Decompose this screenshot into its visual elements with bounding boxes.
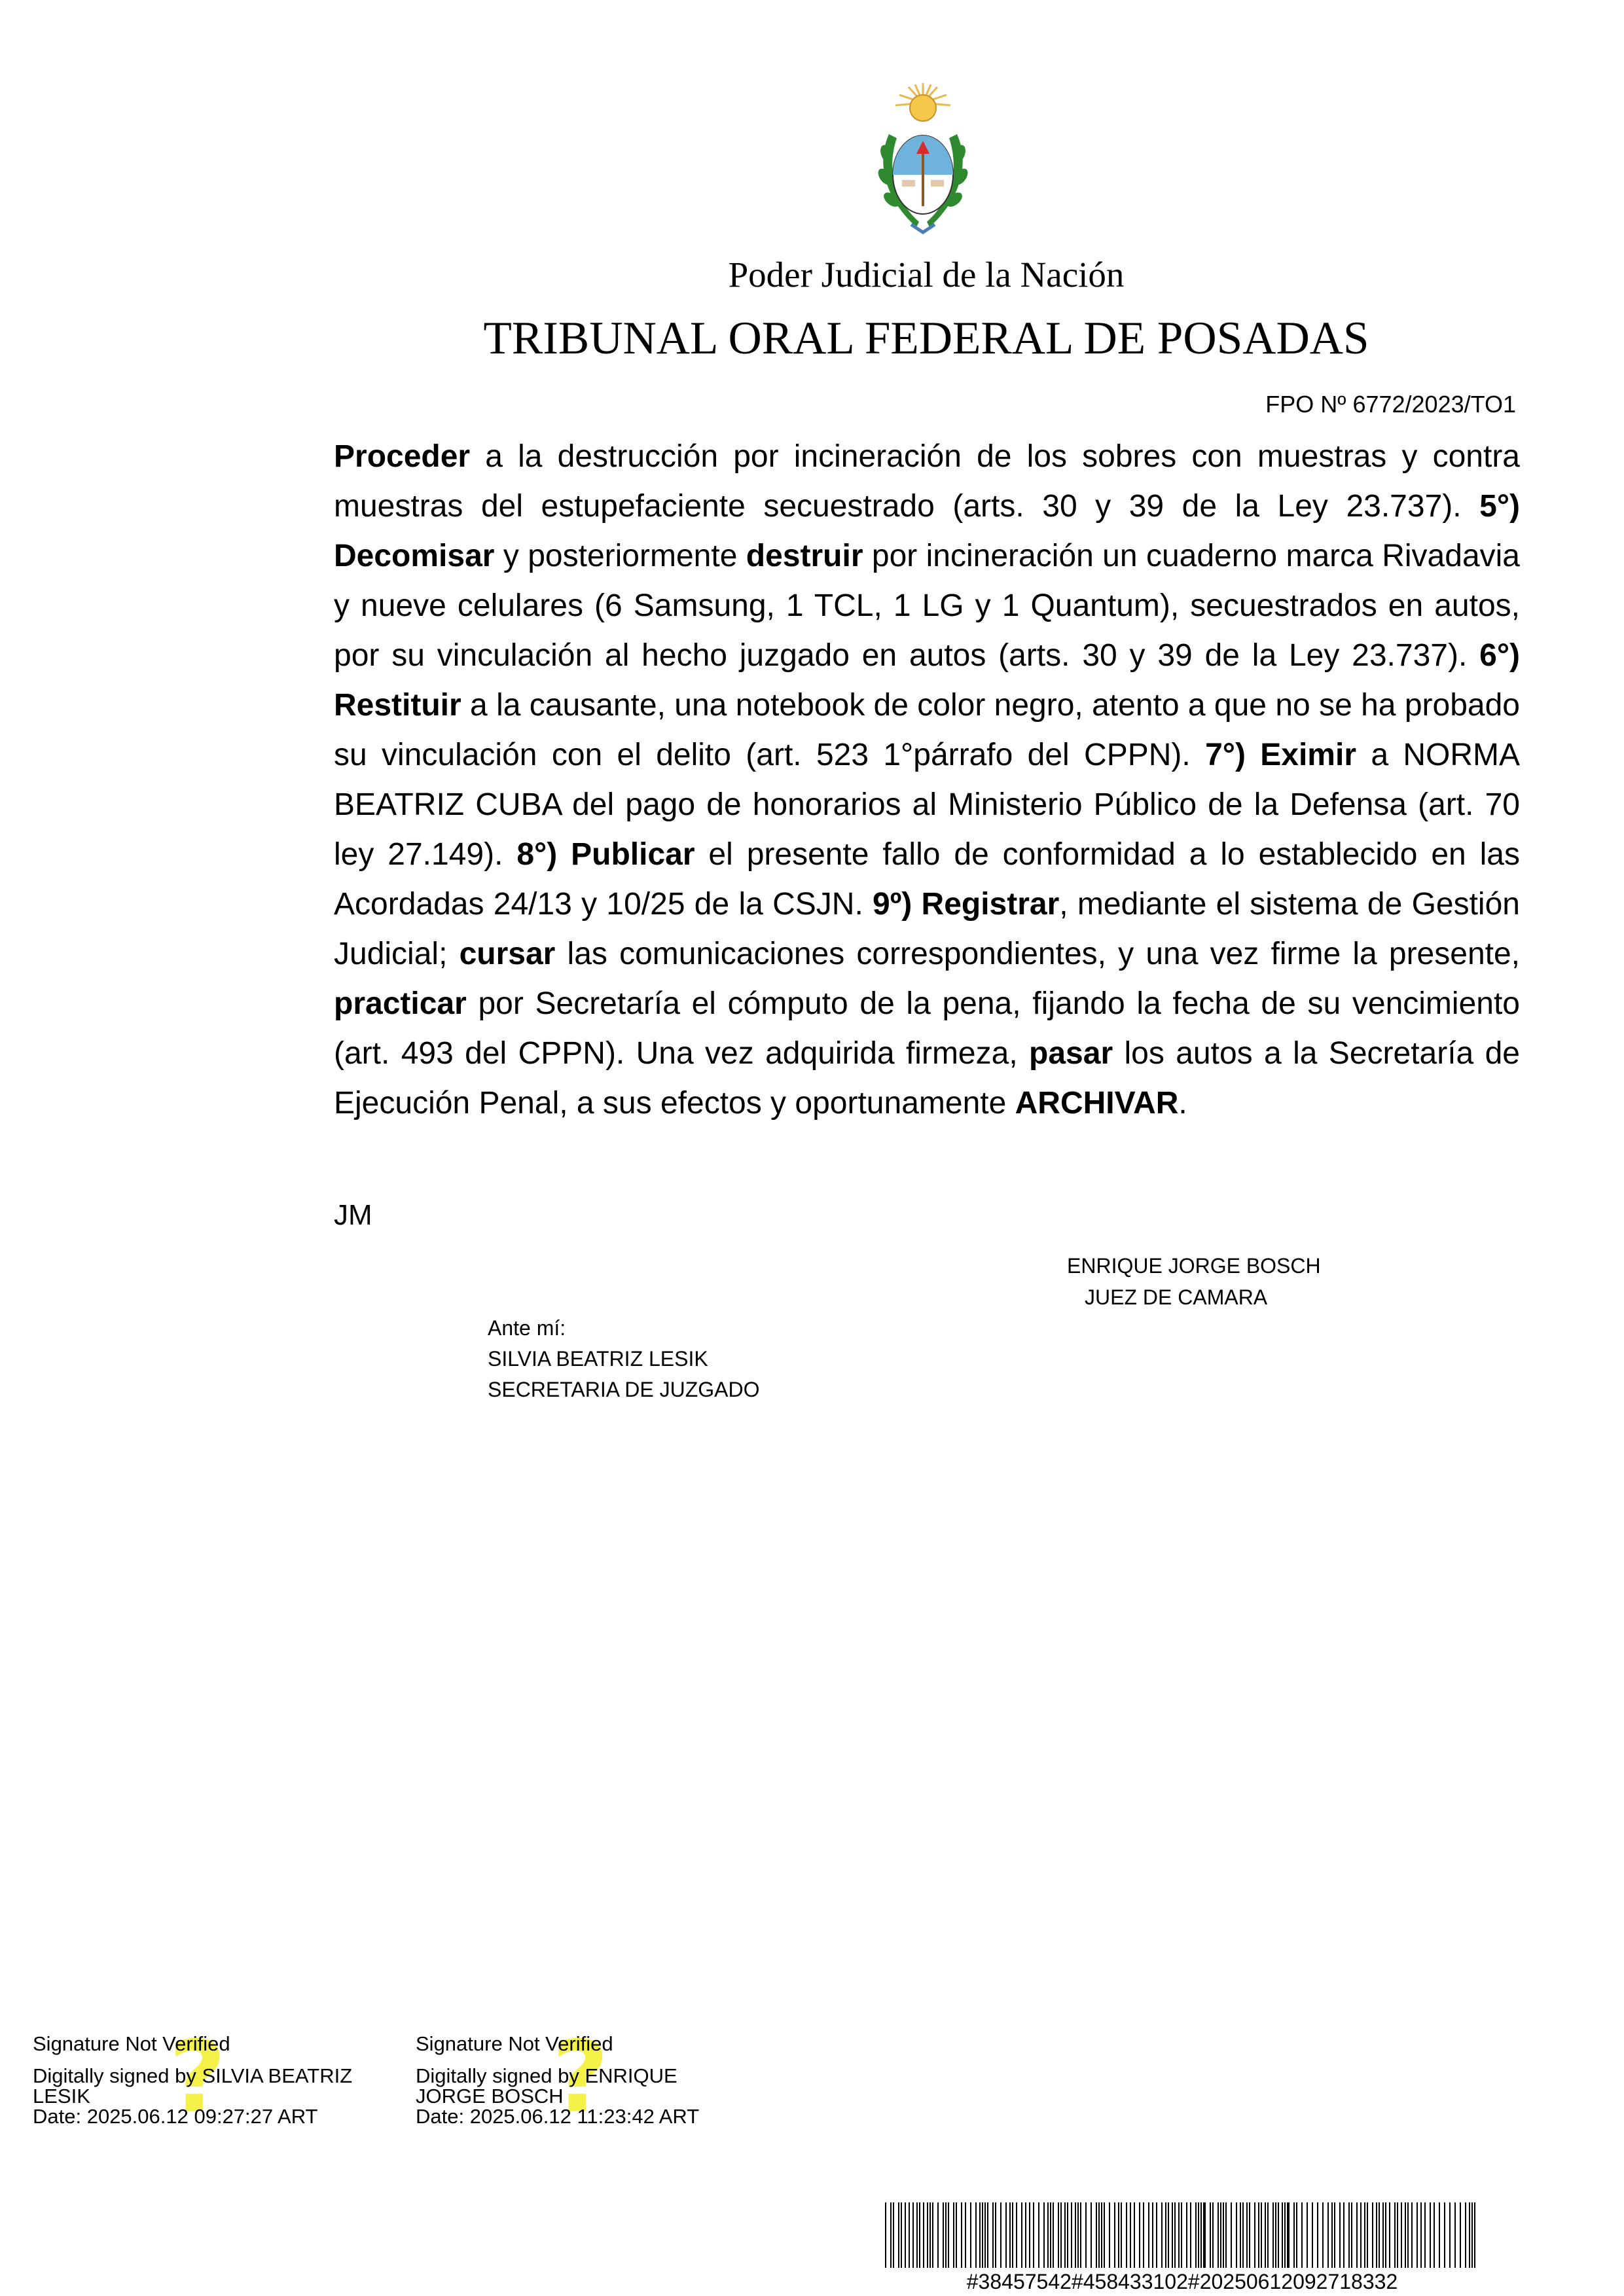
text-run: el presente fallo de conformidad a lo establecido en las Acordadas 24/13 y 10/25 de la CSJN.: [334, 837, 1521, 922]
text-run: las comunicaciones correspondientes, y una vez firme la presente,: [555, 937, 1521, 971]
barcode-bar: [1067, 2202, 1068, 2268]
barcode-bar: [1360, 2202, 1362, 2268]
barcode-bar: [1009, 2202, 1011, 2268]
barcode-bar: [1401, 2202, 1402, 2268]
barcode-bar: [992, 2202, 994, 2268]
case-number: FPO Nº 6772/2023/TO1: [1265, 391, 1516, 418]
barcode-bar: [975, 2202, 977, 2268]
barcode-bar: [1389, 2202, 1390, 2268]
bold-directive: pasar: [1029, 1036, 1113, 1071]
barcode-bar: [1254, 2202, 1255, 2268]
text-run: los autos a la Secretaría de Ejecución Penal, a sus efectos y oportunamente: [334, 1036, 1520, 1121]
barcode-bar: [987, 2202, 988, 2268]
barcode-bar: [1223, 2202, 1224, 2268]
barcode-bar: [929, 2202, 931, 2268]
barcode-bar: [1212, 2202, 1214, 2268]
barcode-bar: [1339, 2202, 1341, 2268]
barcode-bar: [1439, 2202, 1440, 2268]
barcode-bar: [1307, 2202, 1308, 2268]
barcode-bar: [984, 2202, 986, 2268]
barcode-bar: [1152, 2202, 1153, 2268]
barcode-bar: [1312, 2202, 1313, 2268]
text-run: a la destrucción por incineración de los sobres con muestras y contra muestras del estupefaciente secuestrado (arts. 30 y 39 de la Ley 23.737).: [334, 439, 1520, 524]
barcode: [885, 2202, 1479, 2268]
barcode-bar: [1317, 2202, 1318, 2268]
barcode-bar: [1249, 2202, 1250, 2268]
barcode-bar: [893, 2202, 894, 2268]
shield: [893, 135, 953, 214]
barcode-bar: [970, 2202, 971, 2268]
barcode-bar: [1016, 2202, 1017, 2268]
barcode-bar: [1005, 2202, 1007, 2268]
barcode-bar: [1126, 2202, 1127, 2268]
barcode-bar: [1261, 2202, 1262, 2268]
barcode-bar: [905, 2202, 906, 2268]
barcode-bar: [1156, 2202, 1157, 2268]
barcode-bar: [1168, 2202, 1169, 2268]
barcode-bar: [1200, 2202, 1202, 2268]
barcode-bar: [1165, 2202, 1166, 2268]
barcode-bar: [1405, 2202, 1406, 2268]
barcode-bar: [1190, 2202, 1191, 2268]
signature-date: Date: 2025.06.12 11:23:42 ART: [416, 2105, 700, 2128]
bold-directive: 6°) Restituir: [334, 638, 1520, 723]
barcode-bar: [1077, 2202, 1079, 2268]
court-name: TRIBUNAL ORAL FEDERAL DE POSADAS: [483, 313, 1369, 364]
barcode-bar: [1334, 2202, 1335, 2268]
barcode-bar: [937, 2202, 939, 2268]
barcode-bar: [1296, 2202, 1297, 2268]
text-run: a la causante, una notebook de color negro, atento a que no se ha probado su vinculación con el delito (art. 523 1°párrafo del CPPN).: [334, 688, 1520, 772]
bold-directive: 9º) Registrar: [873, 887, 1060, 922]
barcode-bar: [1060, 2202, 1062, 2268]
barcode-bar: [948, 2202, 949, 2268]
barcode-bar: [1416, 2202, 1418, 2268]
barcode-bar: [1379, 2202, 1380, 2268]
bold-directive: 5°) Decomisar: [334, 489, 1520, 573]
barcode-bar: [1278, 2202, 1279, 2268]
barcode-bar: [1397, 2202, 1398, 2268]
barcode-bar: [961, 2202, 962, 2268]
barcode-bar: [1246, 2202, 1248, 2268]
resolution-text: [334, 432, 1520, 1128]
barcode-bar: [1143, 2202, 1144, 2268]
judge-name: ENRIQUE JORGE BOSCH: [1067, 1254, 1321, 1278]
barcode-bar: [1012, 2202, 1013, 2268]
barcode-bar: [1148, 2202, 1149, 2268]
barcode-bar: [1121, 2202, 1122, 2268]
barcode-bar: [1356, 2202, 1358, 2268]
barcode-bar: [1351, 2202, 1352, 2268]
barcode-bar: [1210, 2202, 1211, 2268]
barcode-bar: [953, 2202, 954, 2268]
barcode-bar: [1220, 2202, 1221, 2268]
text-run: por Secretaría el cómputo de la pena, fijando la fecha de su vencimiento (art. 493 del CPPN). Una vez adquirida firmeza,: [334, 986, 1520, 1071]
barcode-bar: [1367, 2202, 1368, 2268]
barcode-bar: [1434, 2202, 1435, 2268]
barcode-bar: [1382, 2202, 1384, 2268]
barcode-bar: [1242, 2202, 1244, 2268]
secretary-block: [488, 1313, 759, 1405]
bold-directive: destruir: [746, 539, 863, 573]
barcode-bar: [898, 2202, 899, 2268]
barcode-bar: [995, 2202, 996, 2268]
coat-of-arms-icon: [871, 82, 975, 236]
barcode-bar: [1053, 2202, 1054, 2268]
barcode-bar: [1203, 2202, 1206, 2268]
barcode-bar: [982, 2202, 983, 2268]
barcode-bar: [1394, 2202, 1396, 2268]
barcode-bar: [1331, 2202, 1333, 2268]
barcode-bar: [1301, 2202, 1303, 2268]
signature-status: Signature Not Verified: [33, 2032, 230, 2055]
barcode-bar: [1043, 2202, 1045, 2268]
barcode-bar: [923, 2202, 924, 2268]
barcode-bar: [1293, 2202, 1295, 2268]
barcode-bar: [945, 2202, 947, 2268]
barcode-bar: [1139, 2202, 1140, 2268]
barcode-bar: [1225, 2202, 1227, 2268]
barcode-bar: [1195, 2202, 1197, 2268]
barcode-bar: [1161, 2202, 1163, 2268]
barcode-bar: [1134, 2202, 1135, 2268]
barcode-bar: [1071, 2202, 1072, 2268]
barcode-bar: [1284, 2202, 1286, 2268]
barcode-bar: [1064, 2202, 1066, 2268]
barcode-bar: [1178, 2202, 1180, 2268]
barcode-bar: [1236, 2202, 1237, 2268]
barcode-bar: [1114, 2202, 1115, 2268]
barcode-bar: [1471, 2202, 1473, 2268]
signature-signer-cont: JORGE BOSCH: [416, 2085, 564, 2108]
unverified-question-icon: ?: [169, 2020, 226, 2134]
barcode-bar: [1021, 2202, 1022, 2268]
text-run: .: [1178, 1086, 1187, 1121]
barcode-bar: [943, 2202, 944, 2268]
barcode-bar: [1474, 2202, 1475, 2268]
barcode-bar: [1385, 2202, 1386, 2268]
barcode-bar: [1075, 2202, 1076, 2268]
barcode-bar: [1465, 2202, 1466, 2268]
text-run: , mediante el sistema de Gestión Judicial;: [334, 887, 1520, 971]
barcode-bar: [1029, 2202, 1030, 2268]
barcode-bar: [1080, 2202, 1081, 2268]
barcode-bar: [1101, 2202, 1102, 2268]
barcode-bar: [1420, 2202, 1422, 2268]
barcode-bar: [1218, 2202, 1219, 2268]
text-run: y posteriormente: [494, 539, 746, 573]
signature-status: Signature Not Verified: [416, 2032, 613, 2055]
signature-signer: Digitally signed by ENRIQUE: [416, 2064, 677, 2087]
bold-directive: Proceder: [334, 439, 471, 474]
bold-directive: cursar: [459, 937, 556, 971]
digital-signature-judge: [416, 2020, 700, 2134]
barcode-bar: [1364, 2202, 1365, 2268]
barcode-bar: [1186, 2202, 1187, 2268]
barcode-bar: [1104, 2202, 1105, 2268]
barcode-bar: [1460, 2202, 1461, 2268]
barcode-bar: [1198, 2202, 1199, 2268]
text-run: por incineración un cuaderno marca Rivadavia y nueve celulares (6 Samsung, 1 TCL, 1 LG y 1 Quantum), secuestrados en autos, por su vinculación al hecho juzgado en autos (arts. 30 y 39 de la Ley 23.737).: [334, 539, 1520, 673]
barcode-bar: [1272, 2202, 1274, 2268]
signature-signer: Digitally signed by SILVIA BEATRIZ: [33, 2064, 353, 2087]
barcode-bar: [1000, 2202, 1001, 2268]
barcode-bar: [901, 2202, 902, 2268]
barcode-bar: [1098, 2202, 1100, 2268]
barcode-bar: [916, 2202, 918, 2268]
signature-signer-cont: LESIK: [33, 2085, 90, 2108]
bold-directive: 8°) Publicar: [516, 837, 695, 872]
barcode-bar: [1322, 2202, 1324, 2268]
bold-directive: 7°) Eximir: [1205, 738, 1357, 772]
barcode-bar: [1411, 2202, 1413, 2268]
barcode-bar: [1258, 2202, 1259, 2268]
judge-title: JUEZ DE CAMARA: [1085, 1285, 1268, 1309]
barcode-bar: [1130, 2202, 1131, 2268]
barcode-bar: [885, 2202, 886, 2268]
bold-directive: practicar: [334, 986, 467, 1021]
barcode-bar: [1025, 2202, 1026, 2268]
barcode-bar: [1038, 2202, 1039, 2268]
barcode-bar: [1424, 2202, 1426, 2268]
barcode-bar: [1469, 2202, 1470, 2268]
signature-date: Date: 2025.06.12 09:27:27 ART: [33, 2105, 318, 2128]
secretary-name: SILVIA BEATRIZ LESIK: [488, 1347, 708, 1371]
barcode-bar: [1407, 2202, 1409, 2268]
barcode-bar: [1174, 2202, 1176, 2268]
barcode-bar: [965, 2202, 966, 2268]
barcode-bar: [932, 2202, 933, 2268]
barcode-bar: [1444, 2202, 1445, 2268]
sun-emblem: [895, 83, 950, 121]
barcode-bar: [1118, 2202, 1119, 2268]
barcode-bar: [1033, 2202, 1034, 2268]
text-run: a NORMA BEATRIZ CUBA del pago de honorarios al Ministerio Público de la Defensa (art. 70 ley 27.149).: [334, 738, 1521, 872]
barcode-bar: [956, 2202, 957, 2268]
barcode-bar: [1430, 2202, 1431, 2268]
barcode-bar: [1376, 2202, 1377, 2268]
bold-directive: ARCHIVAR: [1015, 1086, 1179, 1121]
barcode-bar: [890, 2202, 892, 2268]
barcode-bar: [1240, 2202, 1241, 2268]
barcode-bar: [1327, 2202, 1329, 2268]
barcode-bar: [912, 2202, 914, 2268]
barcode-bar: [1449, 2202, 1451, 2268]
barcode-bar: [1267, 2202, 1269, 2268]
digital-signature-secretary: [33, 2020, 353, 2134]
secretary-title: SECRETARIA DE JUZGADO: [488, 1378, 760, 1401]
unverified-question-icon: ?: [552, 2020, 609, 2134]
barcode-bar: [1085, 2202, 1087, 2268]
barcode-bar: [1047, 2202, 1049, 2268]
barcode-bar: [1109, 2202, 1110, 2268]
barcode-bar: [1265, 2202, 1266, 2268]
barcode-bar: [1181, 2202, 1182, 2268]
barcode-bar: [1275, 2202, 1276, 2268]
barcode-bar: [1343, 2202, 1344, 2268]
barcode-bar: [927, 2202, 928, 2268]
barcode-bar: [1282, 2202, 1283, 2268]
barcode-bar: [1454, 2202, 1456, 2268]
institution-name: Poder Judicial de la Nación: [728, 255, 1125, 295]
barcode-bar: [1348, 2202, 1350, 2268]
secretary-prefix: Ante mí:: [488, 1316, 566, 1340]
barcode-bar: [1050, 2202, 1051, 2268]
barcode-bar: [1172, 2202, 1173, 2268]
barcode-number: #38457542#458433102#20250612092718332: [966, 2270, 1398, 2293]
barcode-bar: [909, 2202, 910, 2268]
barcode-bar: [1091, 2202, 1092, 2268]
barcode-bar: [1287, 2202, 1290, 2268]
barcode-bar: [1096, 2202, 1097, 2268]
barcode-bar: [1058, 2202, 1059, 2268]
barcode-bar: [919, 2202, 920, 2268]
barcode-bar: [1372, 2202, 1373, 2268]
barcode-bar: [1231, 2202, 1232, 2268]
initials: JM: [334, 1199, 372, 1231]
barcode-bar: [979, 2202, 981, 2268]
